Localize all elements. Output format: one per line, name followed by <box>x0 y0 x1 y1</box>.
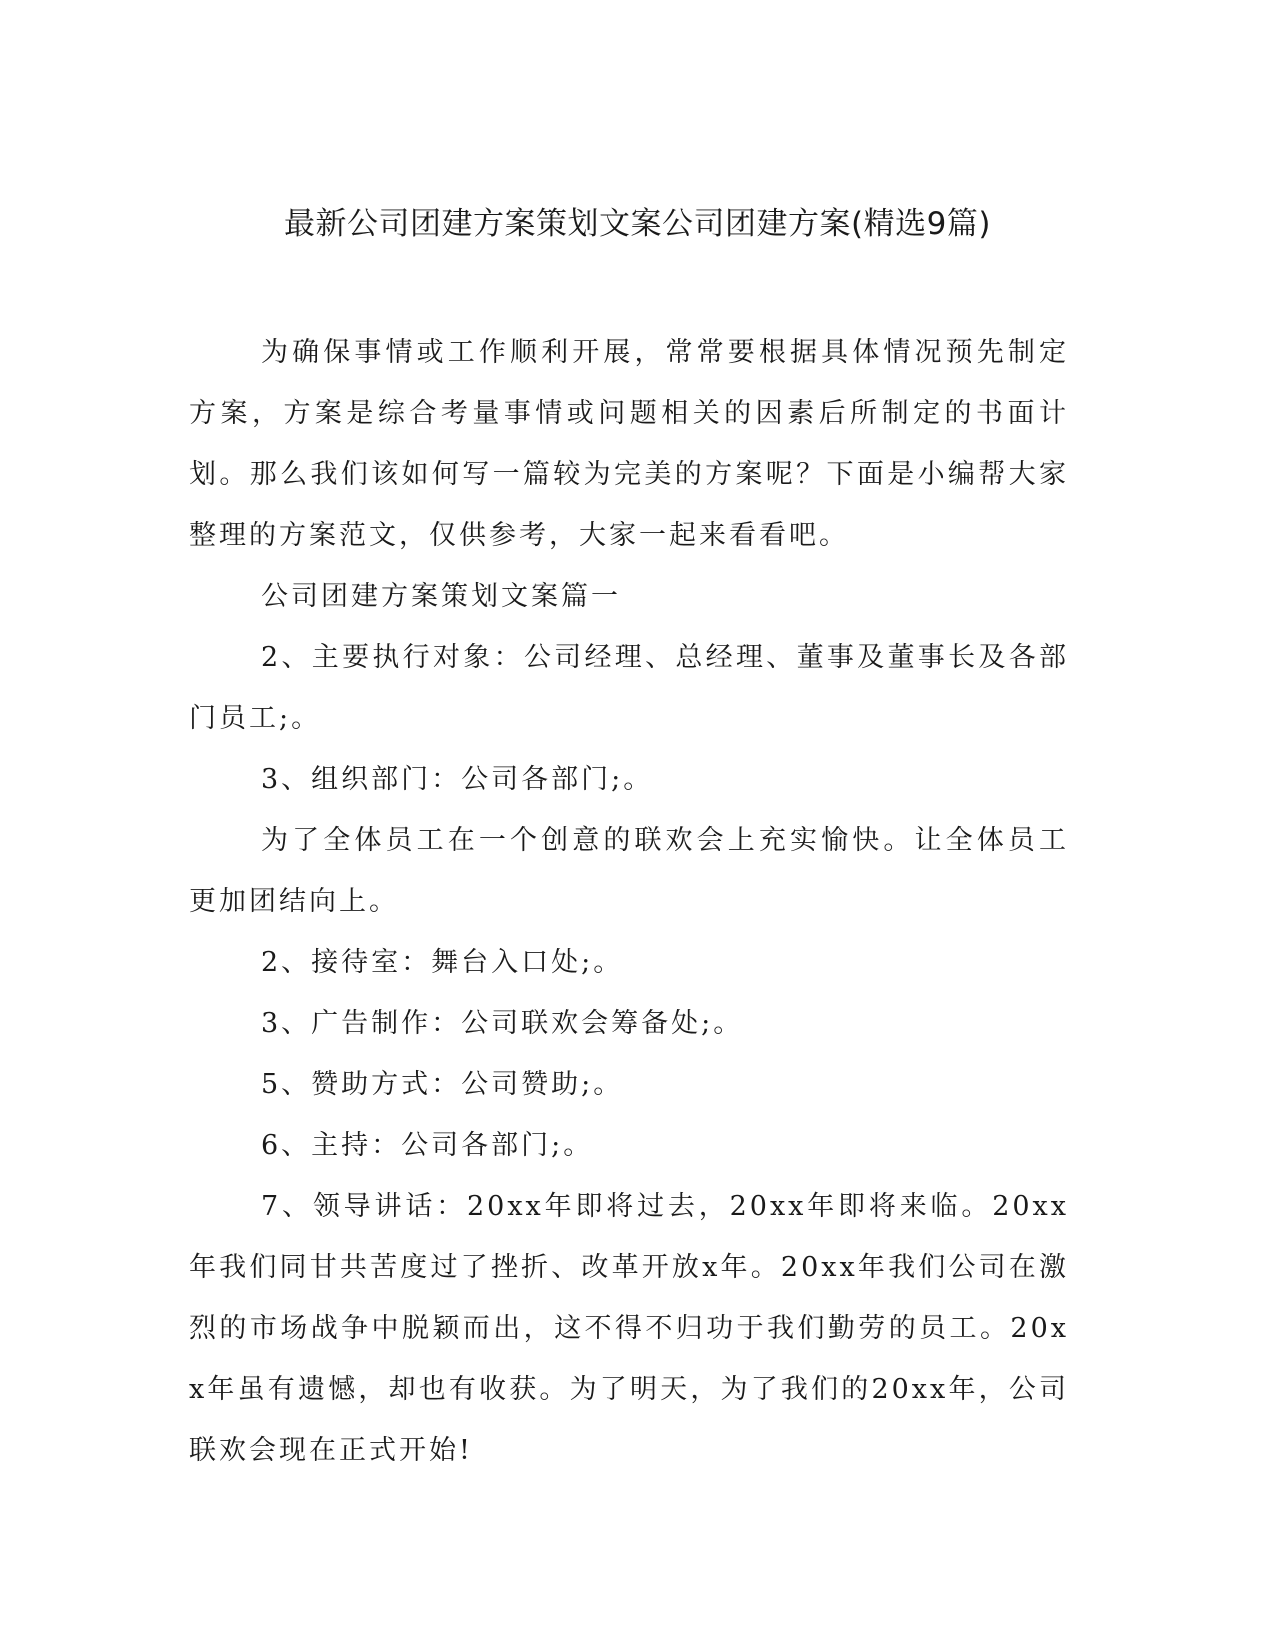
document-body <box>189 322 1069 1481</box>
list-item: 5、赞助方式：公司赞助;。 <box>261 1069 624 1100</box>
intro-paragraph: 为确保事情或工作顺利开展，常常要根据具体情况预先制定方案，方案是综合考量事情或问题相关的因素后所制定的书面计划。那么我们该如何写一篇较为完美的方案呢？下面是小编帮大家整理的方案范文，仅供参考，大家一起来看看吧。 <box>189 337 1069 551</box>
list-item: 3、广告制作：公司联欢会筹备处;。 <box>261 1008 744 1039</box>
list-item: 3、组织部门：公司各部门;。 <box>261 764 654 795</box>
body-paragraph: 为了全体员工在一个创意的联欢会上充实愉快。让全体员工更加团结向上。 <box>189 825 1069 917</box>
list-item: 7、领导讲话：20xx年即将过去，20xx年即将来临。20xx年我们同甘共苦度过了挫折、改革开放x年。20xx年我们公司在激烈的市场战争中脱颖而出，这不得不归功于我们勤劳的员工。20xx年虽有遗憾，却也有收获。为了明天，为了我们的20xx年，公司联欢会现在正式开始! <box>189 1191 1069 1466</box>
list-item: 6、主持：公司各部门;。 <box>261 1130 594 1161</box>
list-item: 2、接待室：舞台入口处;。 <box>261 947 624 978</box>
list-item: 2、主要执行对象：公司经理、总经理、董事及董事长及各部门员工;。 <box>189 642 1069 734</box>
document-title: 最新公司团建方案策划文案公司团建方案(精选9篇) <box>284 206 991 242</box>
section-heading: 公司团建方案策划文案篇一 <box>261 581 621 612</box>
